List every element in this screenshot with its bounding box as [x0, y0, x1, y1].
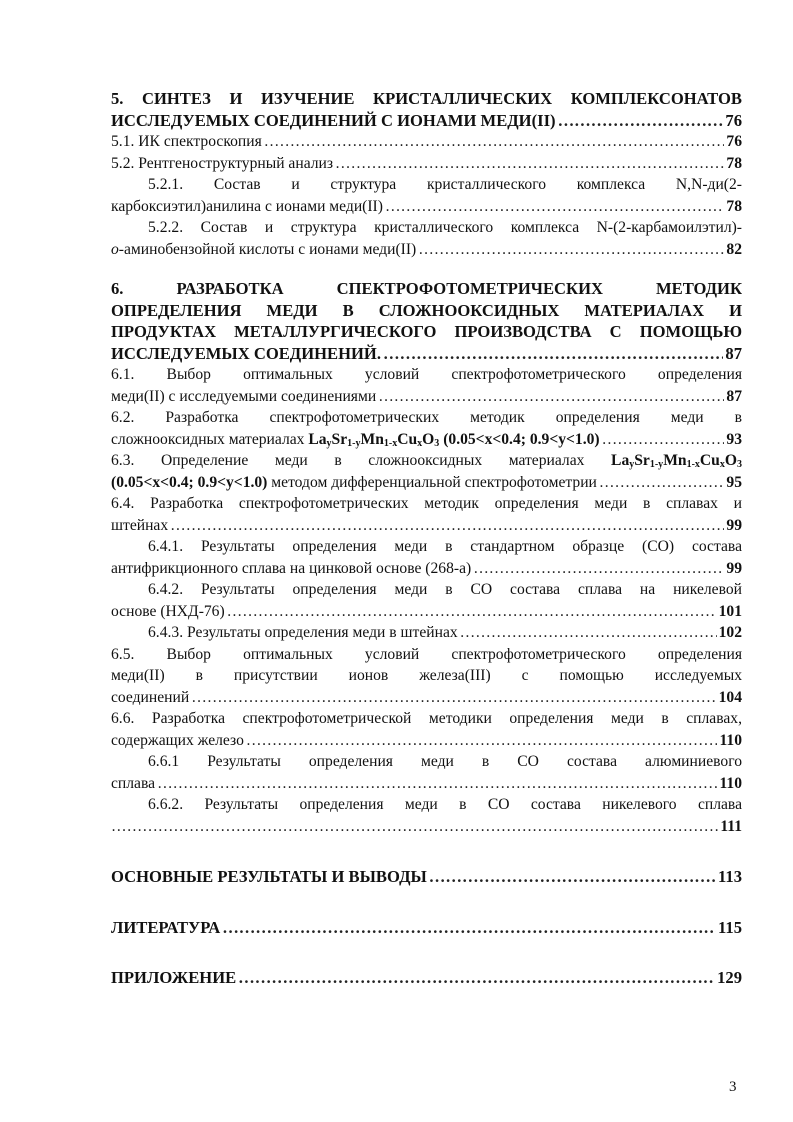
table-of-contents — [111, 88, 742, 989]
toc-entry-5-2-1 — [111, 196, 742, 218]
toc-entry-5-2-2-text: о-аминобензойной кислоты с ионами меди(II) — [111, 240, 417, 258]
toc-entry-6-5-page: 104 — [718, 688, 742, 706]
toc-entry-6-5-line1: 6.5. Выбор оптимальных условий спектрофотометрического определения — [111, 645, 742, 663]
toc-entry-6-1 — [111, 386, 742, 408]
toc-entry-6-4-2-line1: 6.4.2. Результаты определения меди в СО состава сплава на никелевой — [148, 581, 742, 598]
chapter-6-title-line4: ИССЛЕДУЕМЫХ СОЕДИНЕНИЙ. — [111, 343, 381, 363]
toc-entry-6-4-1-line1: 6.4.1. Результаты определения меди в стандартном образце (СО) состава — [148, 538, 742, 555]
chapter-6-title-line3: ПРОДУКТАХ МЕТАЛЛУРГИЧЕСКОГО ПРОИЗВОДСТВА С ПОМОЩЬЮ — [111, 322, 742, 341]
toc-entry-results-text: ОСНОВНЫЕ РЕЗУЛЬТАТЫ И ВЫВОДЫ — [111, 867, 427, 886]
toc-entry-6-1-text: меди(II) с исследуемыми соединениями — [111, 387, 377, 405]
chapter-5-title-line2: ИССЛЕДУЕМЫХ СОЕДИНЕНИЙ С ИОНАМИ МЕДИ(II) — [111, 110, 556, 130]
chapter-5-title-entry — [111, 110, 742, 132]
toc-entry-6-3-text: (0.05<x<0.4; 0.9<y<1.0) методом дифференциальной спектрофотометрии — [111, 473, 597, 491]
toc-entry-appendix-page: 129 — [717, 968, 742, 987]
toc-entry-6-2 — [111, 429, 742, 451]
toc-entry-6-4 — [111, 515, 742, 537]
toc-entry-appendix-text: ПРИЛОЖЕНИЕ — [111, 968, 237, 987]
toc-entry-6-2-text: сложнооксидных материалах $La_ySr_{1-y}Mn_{1-x}Cu_xO_3$ (0.05<x<0.4; 0.9<y<1.0) — [111, 430, 600, 449]
toc-entry-6-6-2-line1: 6.6.2. Результаты определения меди в СО состава никелевого сплава — [148, 796, 742, 813]
toc-entry-6-3-page: 95 — [726, 473, 742, 491]
toc-entry-5-2-2-line1: 5.2.2. Состав и структура кристаллического комплекса N-(2-карбамоилэтил)- — [148, 219, 742, 236]
toc-entry-6-6-1 — [111, 773, 742, 795]
formula: $La_ySr_{1-y}Mn_{1-x}Cu_xO_3$ — [308, 430, 440, 449]
toc-entry-6-6-line1: 6.6. Разработка спектрофотометрической методики определения меди в сплавах, — [111, 710, 742, 727]
toc-entry-6-2-page: 93 — [726, 430, 742, 448]
chapter-5-page: 76 — [725, 110, 742, 130]
toc-entry-5-2-page: 78 — [726, 154, 742, 172]
toc-entry-6-6-2-page: 111 — [720, 817, 742, 835]
toc-entry-6-6-page: 110 — [719, 731, 742, 749]
toc-entry-6-5 — [111, 687, 742, 709]
formula: $La_ySr_{1-y}Mn_{1-x}Cu_xO_3$ — [611, 452, 742, 470]
toc-entry-results — [111, 866, 742, 888]
toc-entry-6-6-text: содержащих железо — [111, 731, 244, 749]
toc-entry-6-3 — [111, 472, 742, 494]
toc-entry-appendix — [111, 967, 742, 989]
toc-entry-6-5-line2: меди(II) в присутствии ионов железа(III) с помощью исследуемых — [111, 667, 742, 684]
toc-entry-6-6-1-page: 110 — [719, 774, 742, 792]
toc-entry-6-4-1 — [111, 558, 742, 580]
toc-entry-6-4-1-page: 99 — [726, 559, 742, 577]
toc-entry-6-4-2 — [111, 601, 742, 623]
chapter-6-title-line2: ОПРЕДЕЛЕНИЯ МЕДИ В СЛОЖНООКСИДНЫХ МАТЕРИАЛАХ И — [111, 300, 742, 320]
toc-entry-5-2-2 — [111, 239, 742, 261]
page-number: 3 — [729, 1079, 737, 1095]
toc-entry-results-page: 113 — [718, 867, 742, 886]
toc-entry-6-4-3-text: 6.4.3. Результаты определения меди в штейнах — [148, 624, 458, 641]
toc-entry-literature-text: ЛИТЕРАТУРА — [111, 917, 221, 937]
toc-entry-6-4-page: 99 — [726, 516, 742, 534]
toc-entry-6-6-1-text: сплава — [111, 774, 156, 792]
toc-entry-6-4-3 — [111, 622, 742, 644]
chapter-6-page: 87 — [725, 343, 742, 363]
toc-entry-5-2 — [111, 153, 742, 175]
toc-entry-6-4-text: штейнах — [111, 516, 169, 534]
toc-entry-6-4-2-page: 101 — [718, 602, 742, 620]
toc-entry-5-2-2-page: 82 — [726, 240, 742, 258]
toc-entry-5-2-1-line1: 5.2.1. Состав и структура кристаллического комплекса N,N-ди(2- — [148, 176, 742, 193]
toc-entry-6-6-2 — [111, 816, 742, 838]
chapter-6-title-line1: 6. РАЗРАБОТКА СПЕКТРОФОТОМЕТРИЧЕСКИХ МЕТОДИК — [111, 279, 742, 298]
toc-entry-5-1 — [111, 131, 742, 153]
toc-entry-6-4-2-text: основе (НХД-76) — [111, 602, 225, 620]
toc-entry-5-2-1-page: 78 — [726, 197, 742, 215]
toc-entry-6-5-text: соединений — [111, 688, 190, 706]
toc-entry-literature-page: 115 — [718, 917, 742, 937]
formula-conditions: (0.05<x<0.4; 0.9<y<1.0) — [443, 430, 600, 448]
toc-entry-6-1-line1: 6.1. Выбор оптимальных условий спектрофотометрического определения — [111, 366, 742, 383]
toc-entry-6-2-line1: 6.2. Разработка спектрофотометрических методик определения меди в — [111, 409, 742, 426]
toc-entry-5-2-text: 5.2. Рентгеноструктурный анализ — [111, 154, 334, 172]
chapter-5-title-line1: 5. СИНТЕЗ И ИЗУЧЕНИЕ КРИСТАЛЛИЧЕСКИХ КОМПЛЕКСОНАТОВ — [111, 89, 742, 108]
toc-entry-6-1-page: 87 — [726, 387, 742, 405]
toc-entry-5-1-page: 76 — [726, 133, 742, 150]
toc-entry-6-6-1-line1: 6.6.1 Результаты определения меди в СО состава алюминиевого — [148, 753, 742, 770]
toc-entry-6-6 — [111, 730, 742, 752]
toc-entry-6-4-3-page: 102 — [718, 624, 742, 641]
toc-entry-literature — [111, 917, 742, 939]
formula-conditions: (0.05<x<0.4; 0.9<y<1.0) — [111, 473, 268, 491]
chapter-6-title-entry — [111, 343, 742, 365]
toc-entry-6-4-line1: 6.4. Разработка спектрофотометрических методик определения меди в сплавах и — [111, 495, 742, 512]
toc-entry-5-2-1-text: карбоксиэтил)анилина с ионами меди(II) — [111, 197, 383, 215]
toc-entry-6-3-line1: 6.3. Определение меди в сложнооксидных материалах $La_ySr_{1-y}Mn_{1-x}Cu_xO_3$ — [111, 452, 742, 470]
toc-entry-6-4-1-text: антифрикционного сплава на цинковой основе (268-а) — [111, 559, 472, 577]
toc-entry-5-1-text: 5.1. ИК спектроскопия — [111, 133, 262, 150]
